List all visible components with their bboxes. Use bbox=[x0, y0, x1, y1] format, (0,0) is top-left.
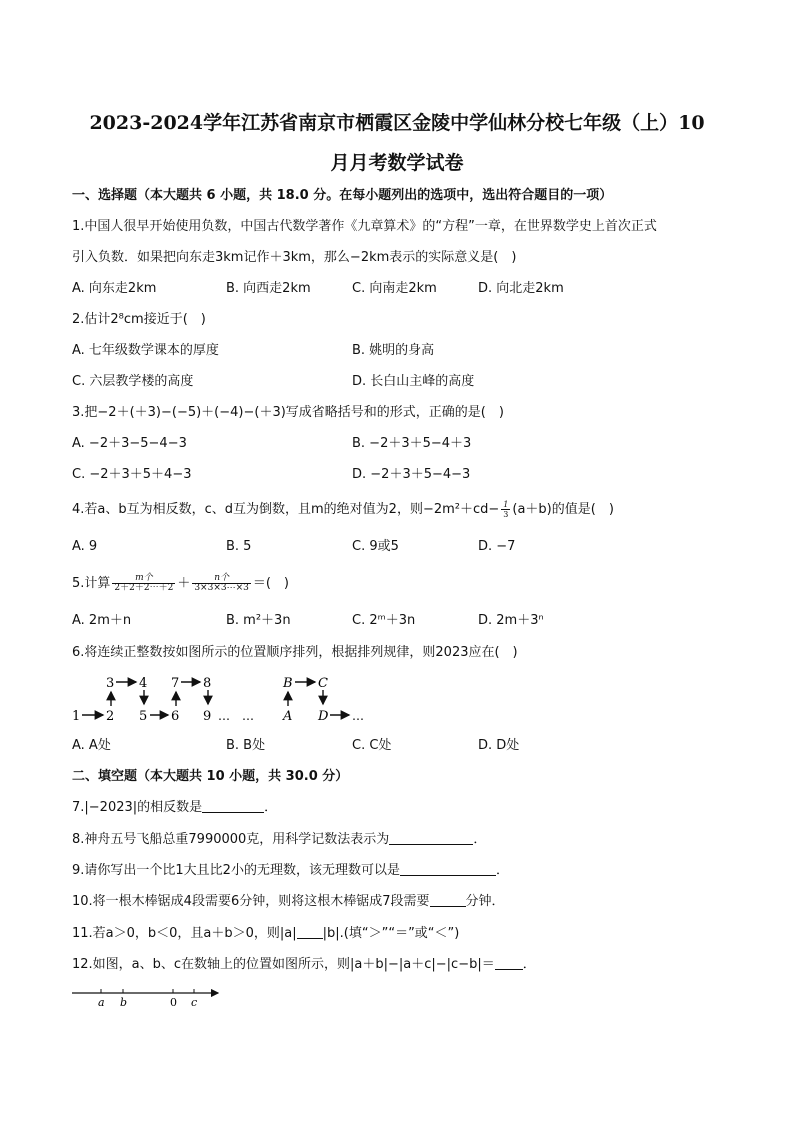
q4-frac-den: 3 bbox=[503, 510, 509, 519]
q5-fraction-1 bbox=[112, 574, 175, 593]
q1-option-b: B. 向西走2km bbox=[226, 281, 311, 296]
page-title-line1: 2023-2024学年江苏省南京市栖霞区金陵中学仙林分校七年级（上）10 bbox=[89, 112, 705, 134]
section-heading-fill-blank: 二、填空题（本大题共 10 小题，共 30.0 分） bbox=[72, 769, 349, 784]
fig-bottom-ellipsis-2: … bbox=[242, 709, 254, 723]
q9-text: 9.请你写出一个比1大且比2小的无理数，该无理数可以是 bbox=[72, 863, 400, 878]
question-10 bbox=[72, 893, 505, 911]
fig-bottom-ellipsis-3: … bbox=[352, 709, 364, 723]
q9-end: ． bbox=[495, 863, 509, 878]
q12-number-line-figure bbox=[70, 985, 230, 1011]
fig-bottom-A: A bbox=[283, 709, 293, 724]
label-c: c bbox=[191, 996, 198, 1009]
question-3: 3.把−2＋(＋3)−(−5)＋(−4)−(＋3)写成省略括号和的形式，正确的是( ) bbox=[72, 405, 504, 420]
q5-prefix: 5.计算 bbox=[72, 576, 111, 591]
q1-option-d: D. 向北走2km bbox=[478, 281, 564, 296]
q11-answer-blank bbox=[297, 926, 323, 939]
q1-option-a: A. 向东走2km bbox=[72, 281, 157, 296]
q6-option-b: B. B处 bbox=[226, 738, 266, 753]
q12-text: 12.如图，a、b、c在数轴上的位置如图所示，则|a＋b|−|a＋c|−|c−b|＝ bbox=[72, 957, 495, 972]
q8-end: ． bbox=[473, 832, 487, 847]
q5-frac2-num: n个 bbox=[192, 574, 251, 584]
question-8 bbox=[72, 831, 486, 849]
question-1-line2: 引入负数．如果把向东走3km记作＋3km，那么−2km表示的实际意义是( ) bbox=[72, 250, 517, 265]
q2-option-d: D. 长白山主峰的高度 bbox=[352, 374, 475, 389]
q4-frac-num: 1 bbox=[503, 500, 509, 509]
q7-end: ． bbox=[264, 800, 278, 815]
fig-bottom-5: 5 bbox=[139, 709, 148, 724]
q12-end: ． bbox=[522, 957, 536, 972]
q5-fraction-2 bbox=[192, 574, 251, 593]
q3-option-d: D. −2＋3＋5−4−3 bbox=[352, 467, 471, 482]
q10-end: 分钟． bbox=[465, 894, 505, 909]
q4-option-a: A. 9 bbox=[72, 539, 98, 554]
q4-suffix: (a＋b)的值是( ) bbox=[512, 502, 614, 517]
question-6: 6.将连续正整数按如图所示的位置顺序排列，根据排列规律，则2023应在( ) bbox=[72, 645, 518, 660]
q4-option-d: D. −7 bbox=[478, 539, 516, 554]
q5-suffix: ＝( ) bbox=[252, 576, 290, 591]
q5-option-a: A. 2m＋n bbox=[72, 613, 132, 628]
page-title-line2: 月月考数学试卷 bbox=[330, 152, 464, 174]
fig-bottom-9: 9 bbox=[203, 709, 212, 724]
q5-frac2-den: 3×3×3⋯×3 bbox=[194, 583, 249, 593]
fig-bottom-ellipsis-1: … bbox=[218, 709, 230, 723]
q8-text: 8.神舟五号飞船总重7990000克，用科学记数法表示为 bbox=[72, 832, 390, 847]
label-a: a bbox=[98, 996, 105, 1009]
q8-answer-blank bbox=[389, 832, 473, 845]
fig-top-C: C bbox=[318, 676, 328, 691]
fig-bottom-6: 6 bbox=[171, 709, 180, 724]
question-1-line1: 1.中国人很早开始使用负数，中国古代数学著作《九章算术》的“方程”一章，在世界数学史上首次正式 bbox=[72, 219, 657, 234]
question-12 bbox=[72, 956, 536, 974]
question-4 bbox=[72, 500, 614, 519]
label-b: b bbox=[120, 996, 128, 1009]
q2-option-c: C. 六层教学楼的高度 bbox=[72, 374, 194, 389]
q11-text: 11.若a＞0，b＜0，且a＋b＞0，则|a| bbox=[72, 926, 297, 941]
q6-option-a: A. A处 bbox=[72, 738, 111, 753]
q7-answer-blank bbox=[202, 800, 264, 813]
q9-answer-blank bbox=[400, 863, 496, 876]
q2-option-a: A. 七年级数学课本的厚度 bbox=[72, 343, 219, 358]
q10-text: 10.将一根木棒锯成4段需要6分钟，则将这根木棒锯成7段需要 bbox=[72, 894, 430, 909]
fig-top-8: 8 bbox=[203, 676, 212, 691]
q5-option-b: B. m²＋3n bbox=[226, 613, 291, 628]
q5-frac1-num: m个 bbox=[112, 574, 175, 584]
fig-bottom-D: D bbox=[318, 709, 329, 724]
fig-bottom-2: 2 bbox=[106, 709, 115, 724]
fig-top-3: 3 bbox=[106, 676, 115, 691]
q4-option-b: B. 5 bbox=[226, 539, 252, 554]
fig-top-4: 4 bbox=[139, 676, 148, 691]
q5-option-c: C. 2ᵐ＋3n bbox=[352, 613, 416, 628]
q3-option-c: C. −2＋3＋5＋4−3 bbox=[72, 467, 192, 482]
q6-number-arrangement-figure bbox=[66, 670, 386, 730]
question-2: 2.估计2⁸cm接近于( ) bbox=[72, 312, 206, 327]
q12-answer-blank bbox=[495, 957, 523, 970]
fig-top-B: B bbox=[283, 676, 293, 691]
q2-option-b: B. 姚明的身高 bbox=[352, 343, 435, 358]
q5-frac1-den: 2＋2＋2⋯＋2 bbox=[114, 583, 174, 593]
q4-fraction bbox=[501, 500, 510, 519]
fig-top-7: 7 bbox=[171, 676, 180, 691]
q4-prefix: 4.若a、b互为相反数，c、d互为倒数，且m的绝对值为2，则−2m²＋cd− bbox=[72, 502, 500, 517]
fig-arrows bbox=[82, 682, 349, 715]
section-heading-choice: 一、选择题（本大题共 6 小题，共 18.0 分。在每小题列出的选项中，选出符合题目的一项） bbox=[72, 188, 613, 203]
q6-option-c: C. C处 bbox=[352, 738, 392, 753]
q10-answer-blank bbox=[430, 894, 466, 907]
fig-bottom-1: 1 bbox=[72, 709, 81, 724]
question-9 bbox=[72, 862, 509, 880]
q6-option-d: D. D处 bbox=[478, 738, 520, 753]
q5-plus: ＋ bbox=[177, 576, 191, 591]
label-0: 0 bbox=[170, 996, 177, 1009]
q3-option-b: B. −2＋3＋5−4＋3 bbox=[352, 436, 472, 451]
q5-option-d: D. 2m＋3ⁿ bbox=[478, 613, 544, 628]
q11-end: |b|.(填“＞”“＝”或“＜”) bbox=[322, 926, 460, 941]
q3-option-a: A. −2＋3−5−4−3 bbox=[72, 436, 187, 451]
q1-option-c: C. 向南走2km bbox=[352, 281, 437, 296]
q4-option-c: C. 9或5 bbox=[352, 539, 399, 554]
q7-text: 7.|−2023|的相反数是 bbox=[72, 800, 203, 815]
question-5 bbox=[72, 574, 289, 593]
question-11 bbox=[72, 925, 459, 943]
question-7 bbox=[72, 799, 277, 817]
